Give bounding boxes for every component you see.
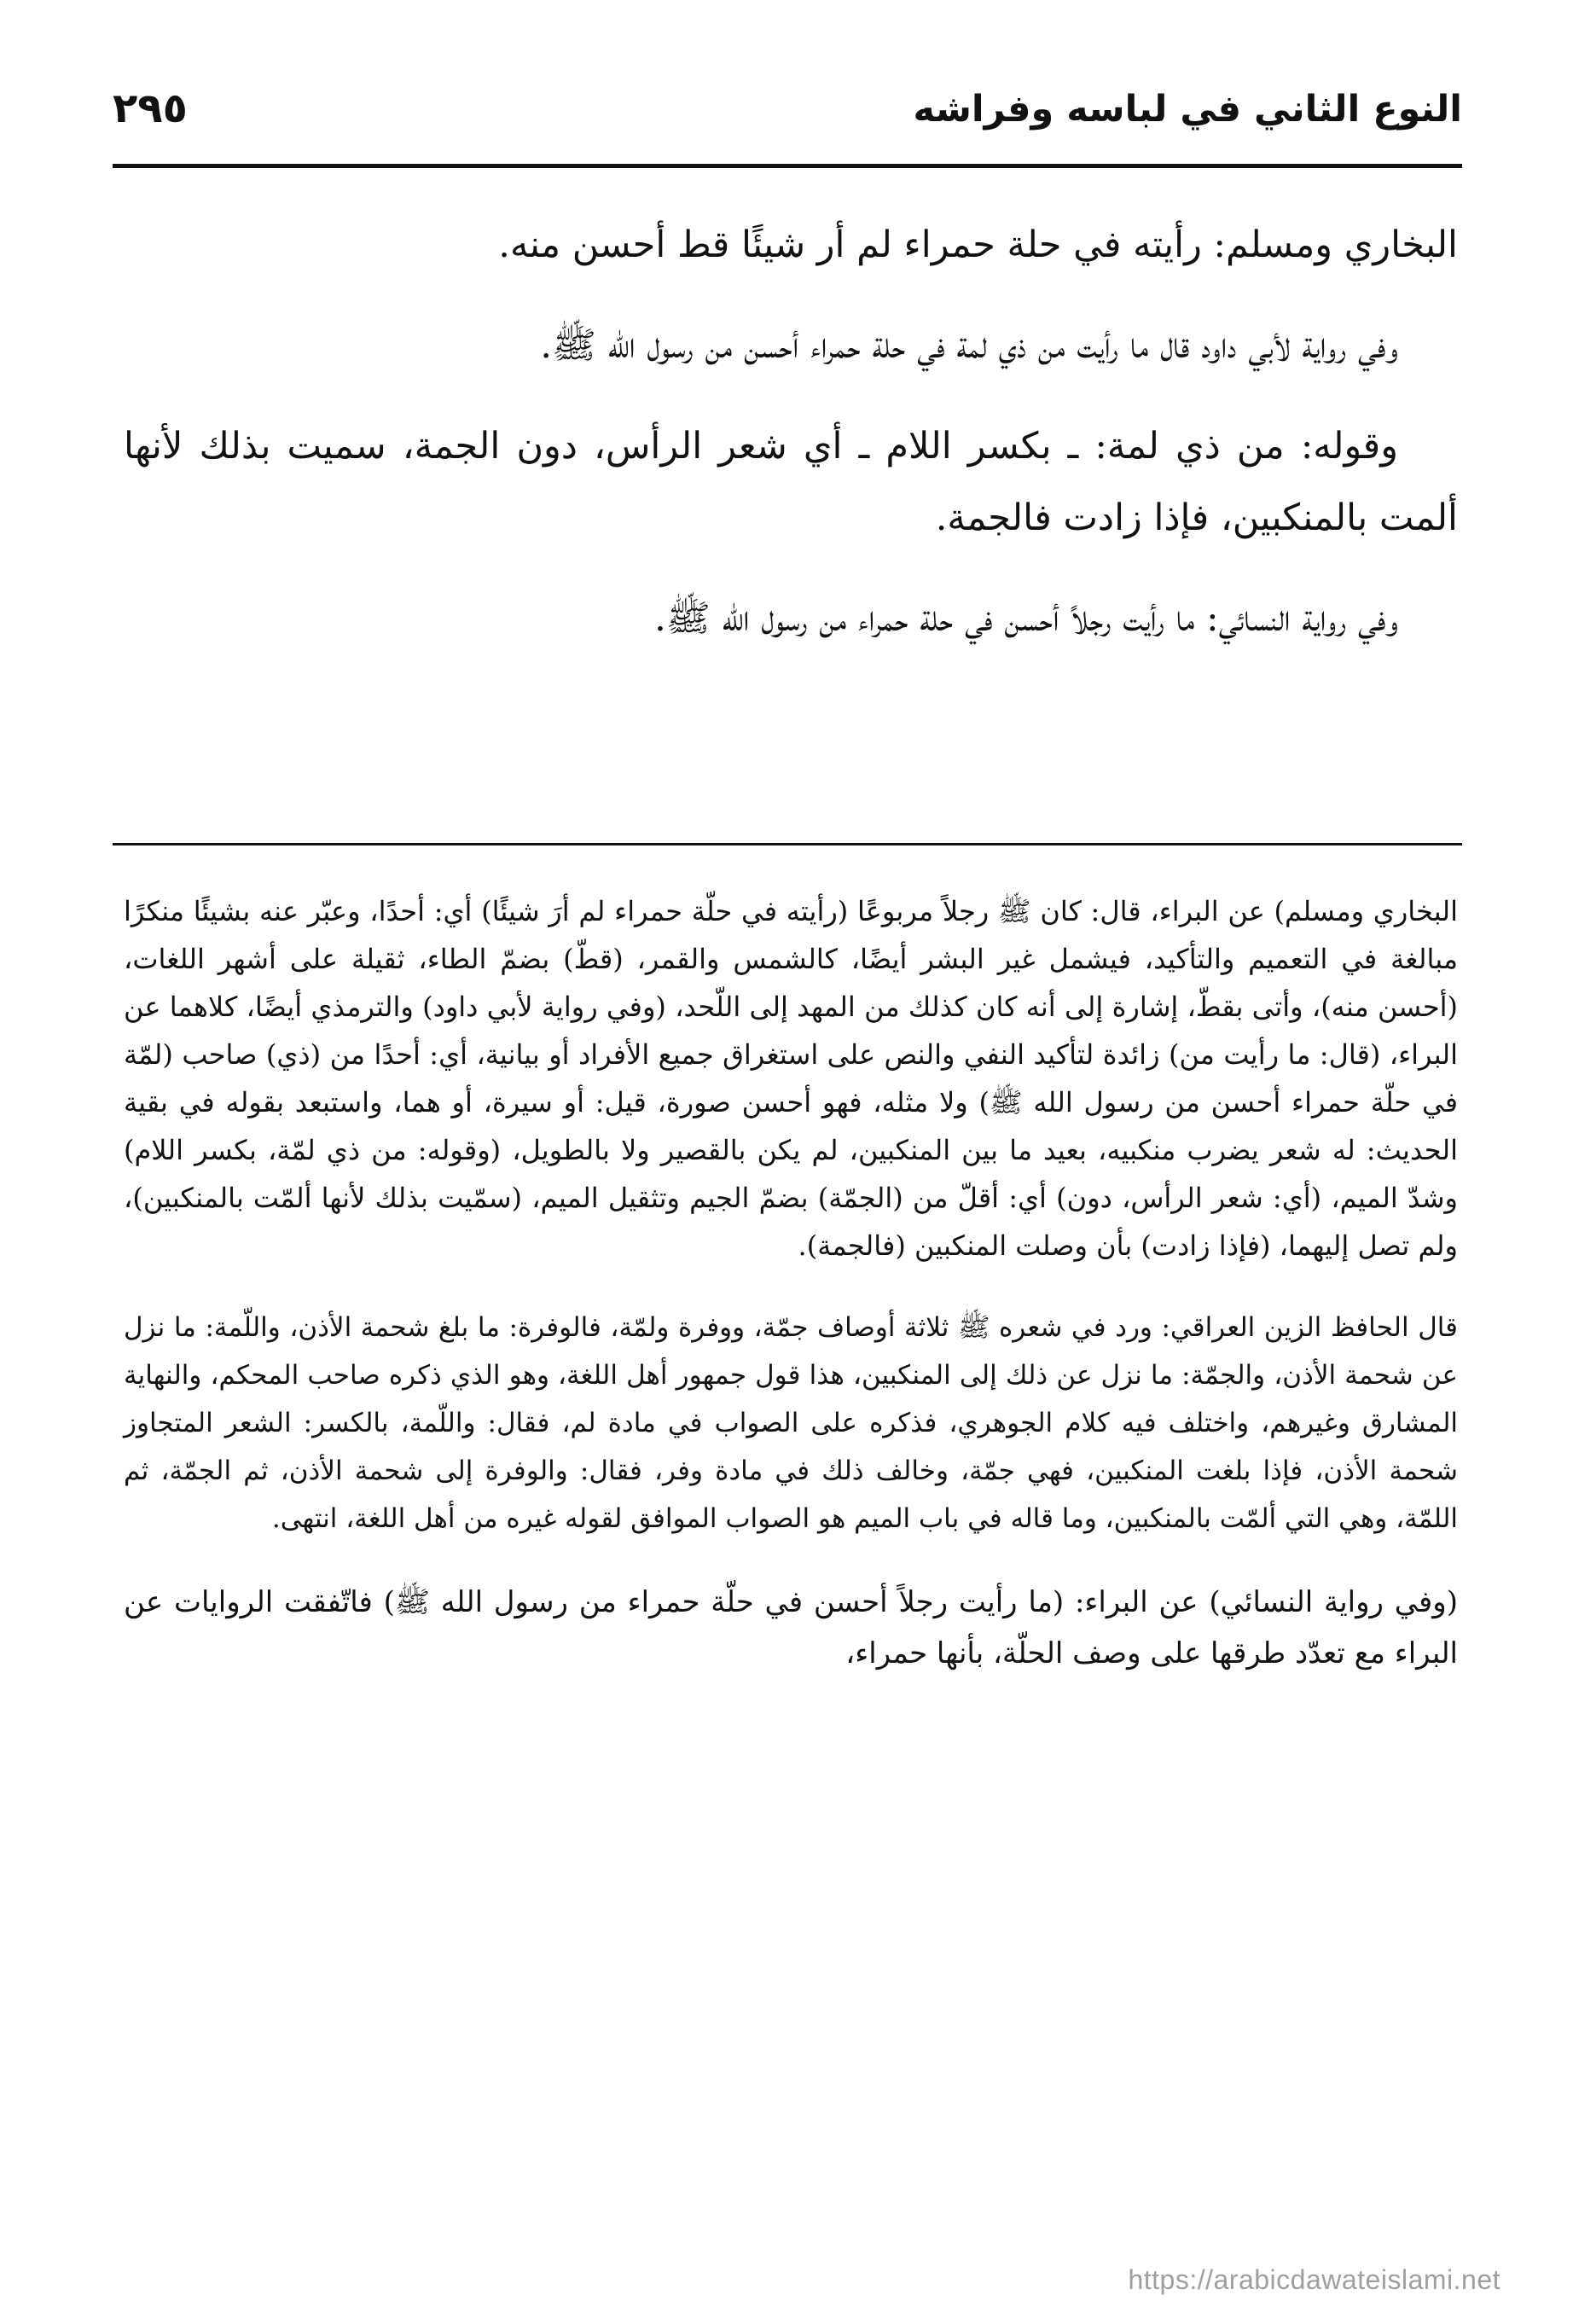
main-paragraph: وفي رواية لأبي داود قال ما رأيت من ذي لمة في حلة حمراء أحسن من رسول الله ﷺ. [540,324,1398,367]
main-paragraph: البخاري ومسلم: رأيته في حلة حمراء لم أر شيئًا قط أحسن منه. [498,224,1458,266]
watermark-url: https://arabicdawateislami.net [1128,2264,1500,2295]
header-rule [113,164,1462,168]
commentary-paragraph: (وفي رواية النسائي) عن البراء: (ما رأيت رجلاً أحسن في حلّة حمراء من رسول الله ﷺ) فاتّفقت الروايات عن البراء مع تعدّد طرقها على وصف الحلّة، بأنها حمراء، [124,1585,1458,1670]
page-number: ٢٩٥ [113,84,188,132]
section-divider [113,843,1462,845]
commentary-paragraph: البخاري ومسلم) عن البراء، قال: كان ﷺ رجلاً مربوعًا (رأيته في حلّة حمراء لم أرَ شيئًا) أي: أحدًا، وعبّر عنه بشيئًا منكرًا مبالغة في التعميم والتأكيد، فيشمل غير البشر أيضًا، كالشمس والقمر، (قطّ) بضمّ الطاء، ثقيلة على أشهر اللغات، (أحسن منه)، وأتى بقطّ، إشارة إلى أنه كان كذلك من المهد إلى اللّحد، (وفي رواية لأبي داود) والترمذي أيضًا، كلاهما عن البراء، (قال: ما رأيت من) زائدة لتأكيد النفي والنص على استغراق جميع الأفراد أو بيانية، أي: أحدًا من (ذي) صاحب (لمّة في حلّة حمراء أحسن من رسول الله ﷺ) ولا مثله، فهو أحسن صورة، قيل: أو سيرة، أو هما، واستبعد بقوله في بقية الحديث: له شعر يضرب منكبيه، بعيد ما بين المنكبين، لم يكن بالقصير ولا بالطويل، (وقوله: من ذي لمّة، بكسر اللام) وشدّ الميم، (أي: شعر الرأس، دون) أي: أقلّ من (الجمّة) بضمّ الجيم وتثقيل الميم، (سمّيت بذلك لأنها ألمّت بالمنكبين)، ولم تصل إليهما، (فإذا زادت) بأن وصلت المنكبين (فالجمة). [124,895,1459,1262]
commentary-section [124,887,1458,1713]
commentary-quote-paragraph: قال الحافظ الزين العراقي: ورد في شعره ﷺ ثلاثة أوصاف جمّة، ووفرة ولمّة، فالوفرة: ما بلغ شحمة الأذن، واللّمة: ما نزل عن شحمة الأذن، والجمّة: ما نزل عن ذلك إلى المنكبين، هذا قول جمهور أهل اللغة، وهو الذي ذكره صاحب المحكم، والنهاية المشارق وغيرهم، واختلف فيه كلام الجوهري، فذكره على الصواب في مادة لم، فقال: واللّمة، بالكسر: الشعر المتجاوز شحمة الأذن، فإذا بلغت المنكبين، فهي جمّة، وخالف ذلك في مادة وفر، فقال: والوفرة إلى شحمة الأذن، ثم الجمّة، ثم اللمّة، وهي التي ألمّت بالمنكبين، وما قاله في باب الميم هو الصواب الموافق لقوله غيره من أهل اللغة، انتهى. [124,1312,1459,1534]
page-header [113,81,1462,158]
main-text [124,209,1458,683]
main-paragraph: وفي رواية النسائي: ما رأيت رجلاً أحسن في حلة حمراء من رسول الله ﷺ. [654,597,1398,640]
running-title: النوع الثاني في لباسه وفراشه [913,88,1462,131]
main-paragraph: وقوله: من ذي لمة: ـ بكسر اللام ـ أي شعر الرأس، دون الجمة، سميت بذلك لأنها ألمت بالمنكبين، فإذا زادت فالجمة. [124,425,1458,539]
